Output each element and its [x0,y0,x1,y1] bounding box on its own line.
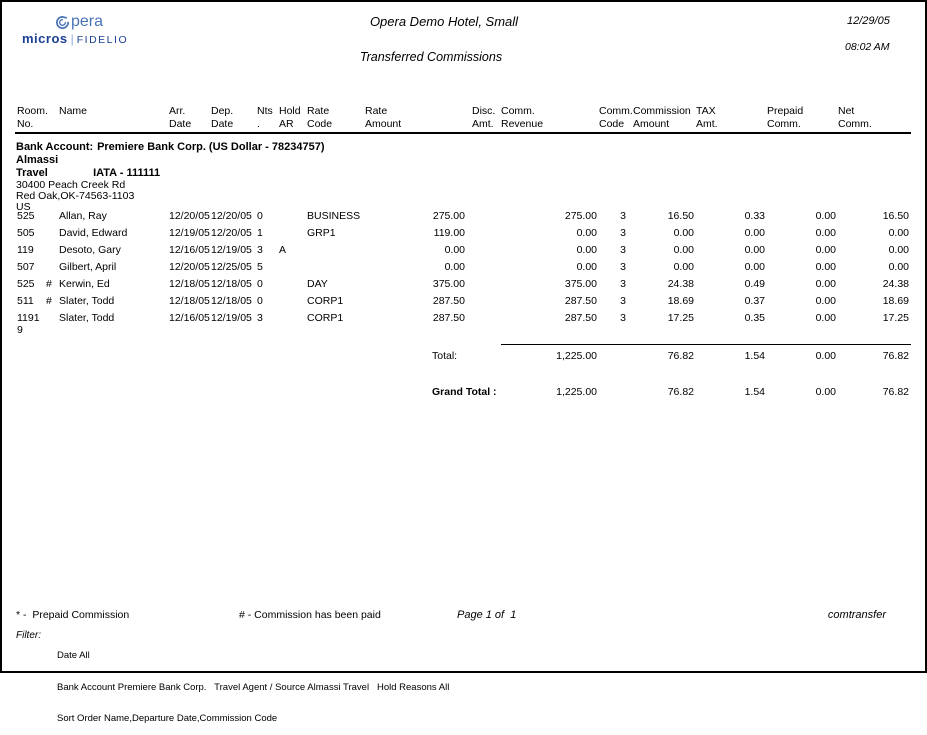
cell-tax: 0.35 [744,312,765,324]
cell-commission: 17.25 [667,312,694,324]
cell-rate_code: CORP1 [307,295,344,307]
cell-net: 0.00 [888,244,909,256]
total-row-comm_revenue: 1,225.00 [501,345,599,365]
cell-arr: 12/18/05 [169,278,210,290]
cell-rate_code: GRP1 [307,227,336,239]
cell-disc [467,292,501,309]
cell-name: Slater, Todd [59,295,115,307]
grand-total-row-commission: 76.82 [667,386,694,398]
header-line-2: No. [17,118,34,130]
cell-dep: 12/20/05 [211,227,252,239]
column-header-arr [169,105,211,133]
column-header-net [838,105,911,133]
filter-label: Filter: [16,630,41,641]
cell-paid [45,241,59,258]
cell-disc [467,258,501,275]
bank-account-line [16,141,325,154]
cell-arr: 12/18/05 [169,295,210,307]
header-line-1: Nts [257,105,273,117]
spacer-cell [15,364,911,381]
commission-table [15,207,911,400]
header-line-2: Amt. [472,118,494,130]
cell-room: 119 [17,244,34,256]
cell-prepaid: 0.00 [815,210,836,222]
cell-room: 511 [17,295,34,307]
spacer-row [15,364,911,381]
header-line-1: Comm. [599,105,633,117]
total-row-lead [15,345,365,365]
cell-disc [467,275,501,292]
logo-divider: | [70,32,74,46]
cell-rate_amount: 287.50 [432,312,465,324]
header-line-1: Net [838,105,855,117]
cell-rate_amount: 375.00 [432,278,465,290]
filter-line-sort: Sort Order Name,Departure Date,Commission Code [57,713,278,724]
cell-comm_revenue: 275.00 [564,210,597,222]
cell-name: Kerwin, Ed [59,278,110,290]
column-header-prepaid [767,105,838,133]
header-line-1: Name [59,105,88,117]
header-line-1: Rate [307,105,330,117]
column-header-dep [211,105,257,133]
cell-hold: A [279,244,287,256]
header-line-2: . [257,118,260,130]
cell-disc [467,309,501,338]
legend-commission-paid: # - Commission has been paid [239,609,381,621]
header-line-1: TAX [696,105,716,117]
cell-prepaid: 0.00 [815,312,836,324]
cell-comm_code: 3 [620,227,626,239]
header-line-2: Code [599,118,625,130]
header-line-1: Commission [633,105,691,117]
column-header-row [15,105,911,133]
cell-disc [467,224,501,241]
cell-name: Desoto, Gary [59,244,121,256]
cell-arr: 12/20/05 [169,261,210,273]
cell-rate_amount: 275.00 [432,210,465,222]
cell-prepaid: 0.00 [815,295,836,307]
total-row-comm_code [599,345,633,365]
cell-rate_amount: 0.00 [444,261,465,273]
bank-account-label: Bank Account: [16,141,94,153]
column-header-hold [279,105,307,133]
cell-rate_code [307,258,365,275]
cell-dep: 12/19/05 [211,244,252,256]
micros-label: micros [22,31,68,46]
agent-address-street: 30400 Peach Creek Rd [16,179,126,191]
cell-dep: 12/25/05 [211,261,252,273]
report-title: Transferred Commissions [359,50,503,64]
cell-commission: 0.00 [673,261,694,273]
column-header-disc [467,105,501,133]
cell-prepaid: 0.00 [815,278,836,290]
header-line-1: Disc. [472,105,496,117]
cell-name: Gilbert, April [59,261,117,273]
grand-total-row-prepaid: 0.00 [815,386,836,398]
cell-paid: # [46,295,52,307]
total-row-label: Total: [432,349,458,362]
header-line-2: Amount [365,118,402,130]
header-line-1: Hold [279,105,301,117]
header-line-2: Date [169,118,192,130]
cell-hold [279,309,307,338]
cell-tax: 0.37 [744,295,765,307]
print-date: 12/29/05 [847,15,890,27]
cell-nts: 1 [257,227,263,239]
cell-comm_code: 3 [620,244,626,256]
cell-comm_code: 3 [620,261,626,273]
grand-total-row-lead [15,381,365,400]
table-row [15,292,911,309]
header-line-1: Room. [17,105,48,117]
header-line-1: Prepaid [767,105,804,117]
cell-room: 525 [17,278,35,290]
cell-comm_revenue: 0.00 [576,261,597,273]
cell-comm_revenue: 0.00 [576,244,597,256]
cell-paid [45,224,59,241]
cell-comm_revenue: 287.50 [564,312,597,324]
column-header-commission [633,105,696,133]
cell-hold [279,292,307,309]
cell-comm_code: 3 [620,210,626,222]
grand-total-row [15,381,911,400]
table-row [15,309,911,338]
cell-arr: 12/20/05 [169,210,210,222]
total-row-commission: 76.82 [633,345,696,365]
cell-comm_code: 3 [620,312,626,324]
print-time: 08:02 AM [845,41,890,53]
cell-name: Allan, Ray [59,210,107,222]
header-line-1: Comm. [501,105,535,117]
cell-dep: 12/18/05 [211,295,252,307]
cell-nts: 3 [257,244,263,256]
cell-prepaid: 0.00 [815,227,836,239]
cell-room: 11919 [17,312,40,336]
travel-agent-line [16,154,325,180]
column-header-comm_revenue [501,105,599,133]
bank-account-block [16,141,325,213]
cell-disc [467,241,501,258]
cell-comm_code: 3 [620,295,626,307]
cell-paid [45,207,59,224]
table-row [15,224,911,241]
cell-commission: 24.38 [667,278,694,290]
agent-address-country: US [16,201,31,213]
cell-commission: 18.69 [667,295,694,307]
legend-prepaid-commission: * - Prepaid Commission [16,609,130,621]
cell-commission: 16.50 [667,210,694,222]
header-line-2: Amt. [696,118,718,130]
column-header-table [15,105,911,134]
cell-arr: 12/16/05 [169,244,210,256]
filter-line-criteria: Bank Account Premiere Bank Corp. Travel Agent / Source Almassi Travel Hold Reasons All [57,681,450,693]
header-line-2: Code [307,118,333,130]
agent-address-city: Red Oak,OK-74563-1103 [16,190,135,202]
cell-rate_amount: 0.00 [444,244,465,256]
cell-comm_revenue: 375.00 [564,278,597,290]
grand-total-row-label: Grand Total : [432,386,497,398]
column-header-room [15,105,48,133]
cell-net: 0.00 [888,227,909,239]
cell-commission: 0.00 [673,244,694,256]
cell-tax: 0.00 [744,244,765,256]
header-line-2: Date [211,118,234,130]
cell-tax: 0.49 [744,278,765,290]
column-header-name [59,105,169,133]
table-row [15,207,911,224]
header-line-2: Revenue [501,118,544,130]
cell-hold [279,275,307,292]
table-row [15,275,911,292]
cell-disc [467,207,501,224]
column-header-nts [257,105,279,133]
cell-room: 505 [17,227,35,239]
cell-nts: 0 [257,278,263,290]
cell-hold [279,224,307,241]
grand-total-row-comm_code [599,381,633,400]
grand-total-row-tax: 1.54 [744,386,765,398]
bank-account-value: Premiere Bank Corp. (US Dollar - 78234757) [97,141,325,153]
cell-comm_code: 3 [620,278,626,290]
cell-paid [45,258,59,275]
filter-line-date: Date All [57,650,90,661]
cell-rate_code [307,241,365,258]
agent-iata: IATA - 111111 [93,167,161,179]
cell-prepaid: 0.00 [815,261,836,273]
cell-room: 525 [17,210,35,222]
cell-net: 0.00 [888,261,909,273]
cell-commission: 0.00 [673,227,694,239]
cell-prepaid: 0.00 [815,244,836,256]
header-line-1: Rate [365,105,388,117]
header-line-2: Comm. [767,118,801,130]
fidelio-label: FIDELIO [76,34,129,46]
cell-net: 18.69 [882,295,909,307]
cell-nts: 3 [257,312,263,324]
total-row [15,345,911,365]
cell-rate_code: CORP1 [307,312,344,324]
cell-name: David, Edward [59,227,128,239]
header-line-1: Arr. [169,105,186,117]
hotel-name: Opera Demo Hotel, Small [369,14,519,29]
cell-nts: 5 [257,261,263,273]
cell-dep: 12/18/05 [211,278,252,290]
report-id: comtransfer [827,609,886,621]
cell-nts: 0 [257,295,263,307]
grand-total-row-comm_revenue: 1,225.00 [556,386,597,398]
cell-comm_revenue: 0.00 [576,227,597,239]
page-number: Page 1 of 1 [457,609,517,621]
cell-room: 507 [17,261,35,273]
cell-tax: 0.33 [744,210,765,222]
cell-rate_amount: 119.00 [433,227,465,239]
cell-nts: 0 [257,210,263,222]
cell-rate_code: DAY [307,278,328,290]
header-line-1: Dep. [211,105,234,117]
cell-net: 16.50 [882,210,909,222]
cell-arr: 12/16/05 [169,312,210,324]
cell-net: 17.25 [882,312,909,324]
header-line-2: Comm. [838,118,872,130]
column-header-rate_code [307,105,365,133]
column-header-tax [696,105,767,133]
cell-rate_amount: 287.50 [432,295,465,307]
cell-dep: 12/19/05 [211,312,252,324]
cell-paid [45,309,59,338]
agent-name: Almassi Travel [16,154,59,179]
cell-net: 24.38 [882,278,909,290]
cell-comm_revenue: 287.50 [564,295,597,307]
total-row-tax: 1.54 [696,345,767,365]
table-row [15,241,911,258]
micros-fidelio-wordmark [22,31,128,46]
total-row-prepaid: 0.00 [767,345,838,365]
cell-rate_code: BUSINESS [307,210,361,222]
cell-arr: 12/19/05 [169,227,210,239]
total-row-net: 76.82 [838,345,911,365]
grand-total-row-net: 76.82 [882,386,909,398]
cell-tax: 0.00 [744,261,765,273]
opera-brand-text: pera [71,13,104,30]
table-row [15,258,911,275]
cell-hold [279,258,307,275]
cell-dep: 12/20/05 [211,210,252,222]
cell-paid: # [46,278,52,290]
column-header-rate_amount [365,105,467,133]
cell-tax: 0.00 [744,227,765,239]
header-line-2: Amount [633,118,670,130]
cell-name: Slater, Todd [59,312,115,324]
column-header-comm_code [599,105,633,133]
cell-hold [279,207,307,224]
filter-description [57,630,449,735]
header-line-2: AR [279,118,294,130]
